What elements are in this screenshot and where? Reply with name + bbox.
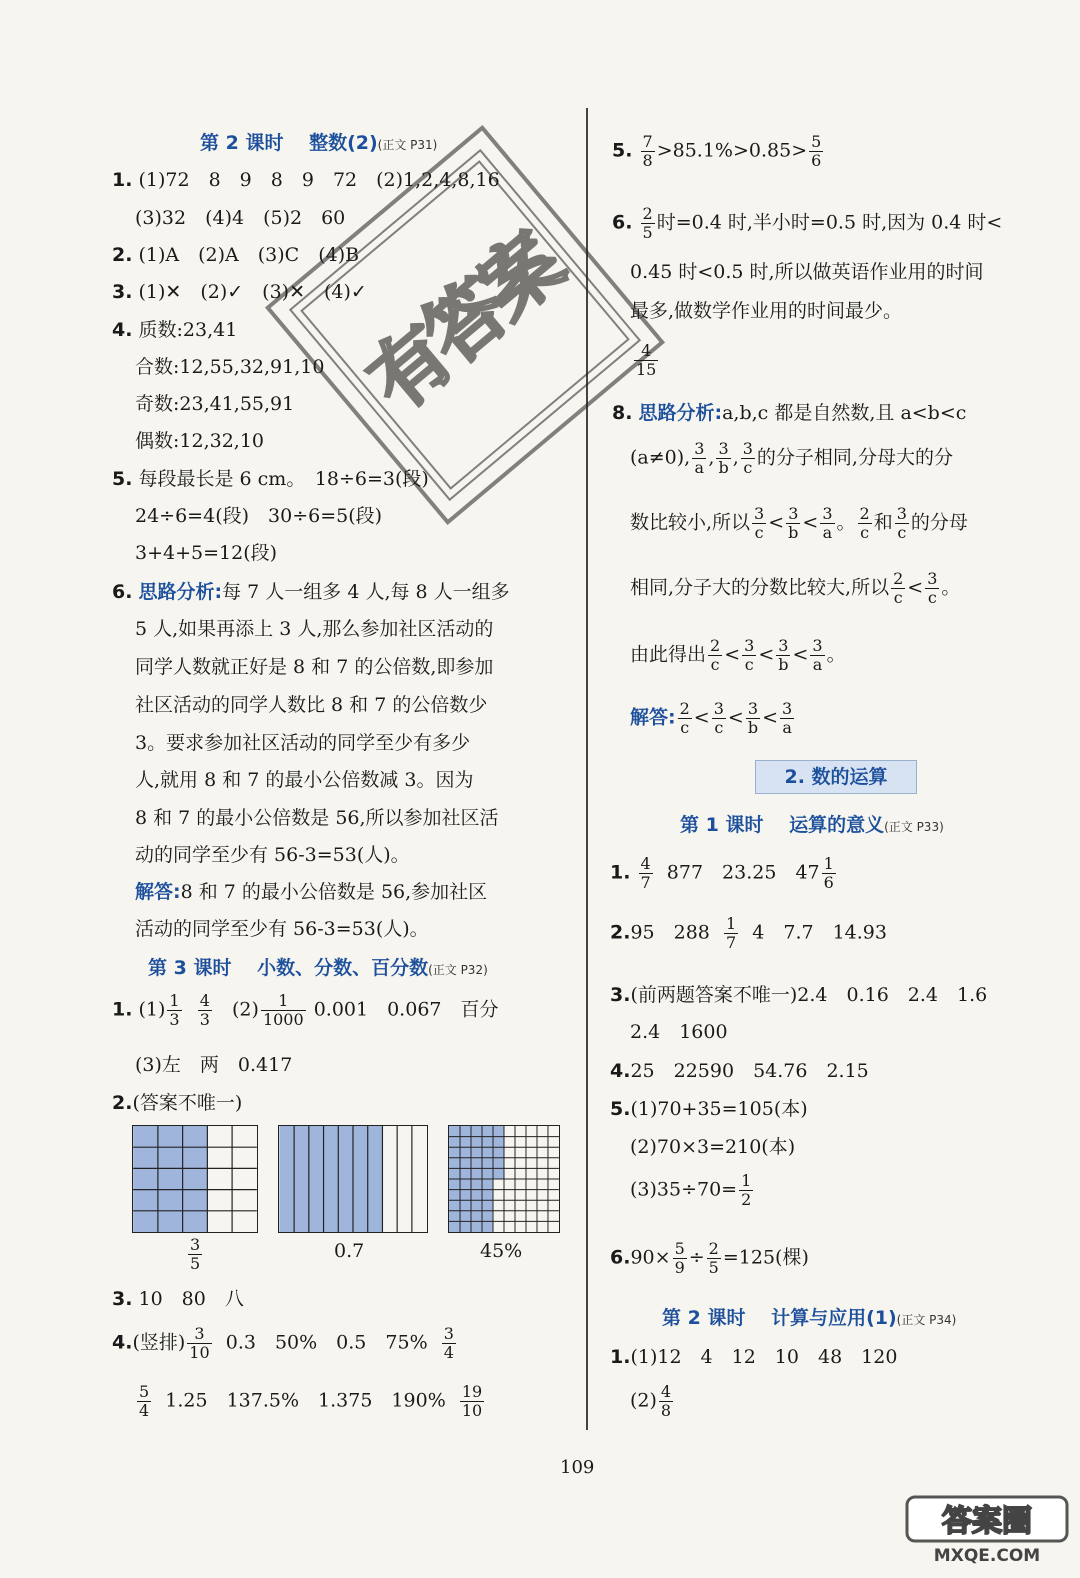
calc-answer-1-b: (2) $\frac{4}{8}$ [630, 1382, 672, 1420]
grid-cell-shaded [460, 1126, 471, 1137]
answer-1-cont: (3)32 (4)4 (5)2 60 [135, 207, 346, 229]
grid-cell-shaded [482, 1126, 493, 1137]
ops-answer-1: 1. $\frac{4}{7}$ 877 23.25 47 $\frac{1}{6}$ [610, 854, 834, 892]
answer-5: 5. 每段最长是 6 cm。 18÷6=3(段) [112, 468, 429, 490]
answer-5-c: 3+4+5=12(段) [135, 542, 278, 564]
grid-cell-shaded [482, 1137, 493, 1148]
grid-cell-shaded [471, 1137, 482, 1148]
ops-answer-5-b: (2)70×3=210(本) [630, 1136, 796, 1158]
grid-cell-shaded [482, 1179, 493, 1190]
grid1-label: $\frac{3}{5}$ [190, 1235, 201, 1273]
answer-6-solution: 解答:8 和 7 的最小公倍数是 56,参加社区 [135, 881, 488, 903]
grid-cell-shaded [482, 1158, 493, 1169]
grid-cell-shaded [460, 1137, 471, 1148]
ops-answer-5-c: (3)35÷70= $\frac{1}{2}$ [630, 1171, 752, 1209]
grid-cell-shaded [449, 1137, 460, 1148]
answer-6-g: 8 和 7 的最小公倍数是 56,所以参加社区活 [135, 807, 499, 829]
grid-forty-five-percent [448, 1125, 560, 1233]
grid-cell-shaded [449, 1190, 460, 1201]
grid-cell-shaded [482, 1147, 493, 1158]
answer-6-d: 社区活动的同学人数比 8 和 7 的公倍数少 [135, 694, 488, 716]
answer-2: 2. (1)A (2)A (3)C (4)B [112, 244, 360, 266]
grid-three-fifths [132, 1125, 258, 1233]
answer-6-h: 动的同学至少有 56-3=53(人)。 [135, 844, 410, 866]
answer-4-even: 偶数:12,32,10 [135, 430, 265, 452]
right-answer-6-b: 0.45 时<0.5 时,所以做英语作业用的时间 [630, 261, 984, 283]
answer-3: 3. (1)✕ (2)✓ (3)✕ (4)✓ [112, 281, 367, 303]
site-watermark-logo [905, 1495, 1070, 1565]
grid-cell-shaded [449, 1211, 460, 1222]
answer-6-c: 同学人数就正好是 8 和 7 的公倍数,即参加 [135, 656, 494, 678]
grid-cell-shaded [460, 1147, 471, 1158]
grid-cell-shaded [449, 1200, 460, 1211]
grid-cell-shaded [482, 1221, 493, 1232]
ops-answer-3-b: 2.4 1600 [630, 1021, 728, 1043]
right-answer-8-d: 相同,分子大的分数比较大,所以 $\frac{2}{c}$ < $\frac{3}{c}$ 。 [630, 569, 961, 607]
right-answer-6-c: 最多,做数学作业用的时间最少。 [630, 300, 903, 322]
grid-cell-shaded [460, 1200, 471, 1211]
grid-cell-shaded [471, 1179, 482, 1190]
grid-cell-shaded [471, 1200, 482, 1211]
right-answer-8-b: (a≠0), $\frac{3}{a}$ , $\frac{3}{b}$ , $\frac{3}{c}$ 的分子相同,分母大的分 [630, 439, 953, 477]
answer-6-b: 5 人,如果再添上 3 人,那么参加社区活动的 [135, 618, 494, 640]
grid-cell-shaded [460, 1211, 471, 1222]
answer-6: 6. 思路分析:每 7 人一组多 4 人,每 8 人一组多 [112, 581, 510, 603]
grid-cell-shaded [493, 1168, 504, 1179]
grid-cell-shaded [460, 1168, 471, 1179]
ops-answer-3: 3.(前两题答案不唯一)2.4 0.16 2.4 1.6 [610, 984, 988, 1006]
ops-answer-6: 6.90× $\frac{5}{9}$ ÷ $\frac{2}{5}$ =125(棵) [610, 1239, 809, 1277]
answer-4-composite: 合数:12,55,32,91,10 [135, 356, 325, 378]
grid-cell-shaded [471, 1158, 482, 1169]
lesson-title-operations-2: 第 2 课时 计算与应用(1)(正文 P34) [662, 1307, 957, 1329]
svg-text:答案圈: 答案圈 [942, 1504, 1032, 1539]
grid-cell-shaded [449, 1126, 460, 1137]
grid-cell-shaded [471, 1211, 482, 1222]
right-answer-6: 6. $\frac{2}{5}$ 时=0.4 时,半小时=0.5 时,因为 0.4 时< [612, 204, 1003, 242]
answer-6-solution-b: 活动的同学至少有 56-3=53(人)。 [135, 918, 429, 940]
section3-answer-4: 4.(竖排) $\frac{3}{10}$ 0.3 50% 0.5 75% $\frac{3}{4}$ [112, 1324, 454, 1362]
grid-cell-shaded [471, 1221, 482, 1232]
grid-cell-shaded [482, 1200, 493, 1211]
page-number: 109 [560, 1457, 595, 1478]
calc-answer-1: 1.(1)12 4 12 10 48 120 [610, 1346, 898, 1368]
lesson-title-3: 第 3 课时 小数、分数、百分数(正文 P32) [148, 957, 488, 979]
grid-cell-shaded [482, 1190, 493, 1201]
answer-6-f: 人,就用 8 和 7 的最小公倍数减 3。因为 [135, 769, 474, 791]
grid-cell-shaded [493, 1147, 504, 1158]
section3-answer-4-b: $\frac{5}{4}$ 1.25 137.5% 1.375 190% $\frac{19}{10}$ [139, 1382, 483, 1420]
grid2-label: 0.7 [334, 1240, 365, 1262]
grid-cell-shaded [493, 1137, 504, 1148]
section3-answer-2: 2.(答案不唯一) [112, 1092, 243, 1114]
right-answer-7: $\frac{4}{15}$ [636, 341, 657, 379]
grid3-label: 45% [480, 1240, 523, 1262]
answer-5-b: 24÷6=4(段) 30÷6=5(段) [135, 505, 383, 527]
section3-answer-3: 3. 10 80 八 [112, 1288, 244, 1310]
right-answer-5: 5. $\frac{7}{8}$ >85.1%>0.85> $\frac{5}{6}$ [612, 132, 822, 170]
grid-cell-shaded [482, 1211, 493, 1222]
lesson-title-2: 第 2 课时 整数(2)(正文 P31) [200, 132, 438, 154]
right-answer-8-c: 数比较小,所以 $\frac{3}{c}$ < $\frac{3}{b}$ < $\frac{3}{a}$ 。 $\frac{2}{c}$ 和 $\frac{3}{c}$ 的分母 [630, 504, 968, 542]
right-answer-8-e: 由此得出 $\frac{2}{c}$ < $\frac{3}{c}$ < $\frac{3}{b}$ < $\frac{3}{a}$ 。 [630, 636, 846, 674]
grid-cell-shaded [460, 1190, 471, 1201]
svg-text:有答案: 有答案 [352, 220, 577, 429]
ops-answer-4: 4.25 22590 54.76 2.15 [610, 1060, 869, 1082]
section-heading-operations: 2. 数的运算 [755, 760, 917, 794]
answer-4-odd: 奇数:23,41,55,91 [135, 393, 295, 415]
answer-6-e: 3。要求参加社区活动的同学至少有多少 [135, 732, 471, 754]
lesson-title-operations-1: 第 1 课时 运算的意义(正文 P33) [680, 814, 944, 836]
grid-cell-shaded [449, 1147, 460, 1158]
grid-cell-shaded [460, 1158, 471, 1169]
grid-cell-shaded [449, 1168, 460, 1179]
grid-cell-shaded [471, 1168, 482, 1179]
grid-cell-shaded [460, 1179, 471, 1190]
grid-cell-shaded [449, 1221, 460, 1232]
ops-answer-5: 5.(1)70+35=105(本) [610, 1098, 808, 1120]
section3-answer-1: 1. (1) $\frac{1}{3}$ $\frac{4}{3}$ (2) $\frac{1}{1000}$ 0.001 0.067 百分 [112, 991, 499, 1029]
svg-text:MXQE.COM: MXQE.COM [933, 1546, 1041, 1565]
grid-cell-shaded [471, 1126, 482, 1137]
grid-cell-shaded [460, 1221, 471, 1232]
grid-cell-shaded [449, 1158, 460, 1169]
grid-cell-shaded [493, 1158, 504, 1169]
grid-cell-shaded [449, 1179, 460, 1190]
grid-cell-shaded [482, 1168, 493, 1179]
grid-cell-shaded [471, 1190, 482, 1201]
grid-seven-tenths [278, 1125, 428, 1233]
grid-cell-shaded [471, 1147, 482, 1158]
column-divider [586, 108, 588, 1430]
ops-answer-2: 2.95 288 $\frac{1}{7}$ 4 7.7 14.93 [610, 914, 887, 952]
answer-1: 1. (1)72 8 9 8 9 72 (2)1,2,4,8,16 [112, 169, 500, 191]
grid-cell-shaded [493, 1126, 504, 1137]
right-answer-8: 8. 思路分析:a,b,c 都是自然数,且 a<b<c [612, 402, 967, 424]
right-answer-8-solution: 解答: $\frac{2}{c}$ < $\frac{3}{c}$ < $\frac{3}{b}$ < $\frac{3}{a}$ [630, 699, 793, 737]
answer-4: 4. 质数:23,41 [112, 319, 238, 341]
section3-answer-1-b: (3)左 两 0.417 [135, 1054, 293, 1076]
